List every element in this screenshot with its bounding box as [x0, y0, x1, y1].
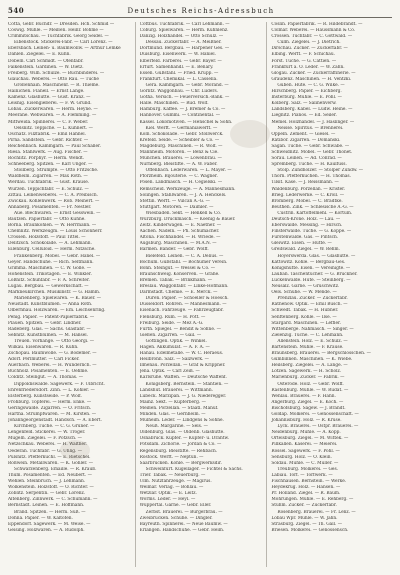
directory-entry: Oels. Schuhe. — W. Mende. — — [271, 290, 337, 296]
directory-entry: Braunsberg. Brauerei. — Bergschlösschen. — — [271, 351, 371, 357]
directory-entry: Riesa. Stahlwerk. — Aug. Fischer. — — [8, 149, 88, 155]
directory-entry: Lößnitz. Schuhfabr. — F. A. Schreiter. — [8, 277, 90, 283]
directory-entry: Mügeln. Ziegelei. — F. Pötzsch. — — [8, 436, 82, 442]
directory-entry: Grimma. Maschinen. — C. W. Golle. — — [8, 265, 92, 271]
directory-entry: Ehrenfriedersdorf. Zinn. — L. Köhler. — — [8, 387, 95, 393]
directory-entry: Marienberg. Spielwaren. — K. Bauer. — — [14, 296, 102, 302]
directory-entry: Chemnitz. Werkzeugm. — Louis Schönherr. — [8, 229, 103, 235]
directory-entry: Falkenstein. Gardinen. — W. Dietz. — [8, 64, 84, 70]
directory-entry: Wiesbaden. Sekt. — Henkell & Co. — [145, 210, 222, 216]
directory-entry: Zweibrücken. Schuhe. — Dingler. — [139, 515, 213, 521]
directory-entry: Magdeburg. Maschinen. — R. Wolf. — — [139, 143, 223, 149]
directory-entry: Penig. Papier. — Patent-Papierfabrik. — — [8, 314, 95, 320]
directory-entry: Stuttgart. Motoren. — Daimler. — — [139, 204, 214, 210]
directory-entry: Cottbus. Tuchfabrik. — Carl Lehmann. — — [139, 22, 230, 27]
directory-entry: Auerbach. Weberei. — H. Wunderlich. — — [8, 363, 97, 369]
directory-entry: Zielenzig. Tuche. — C. Lehmann. — [271, 332, 344, 338]
directory-entry: Pillkallen. Käserei. — Meierei. — [271, 442, 338, 448]
directory-entry: Olbernhau. Holzwaren. — Em. Leichsenring. — [8, 308, 106, 314]
directory-entry: Braunschweig. Konserven. — Grahe. — [139, 271, 220, 277]
directory-entry: Frohburg. Töpferei. — Herm. Enke. — — [8, 399, 92, 405]
directory-entry: Glauchau. Weberei. — Otto Rau. — Tuche — [8, 76, 99, 82]
directory-entry: Bayreuth. Spinnerei. — Neue Baumw. — — [139, 521, 228, 527]
directory-entry: Buchholz. Posamenten. — E. Oehme. — [8, 369, 89, 375]
directory-entry: Heilbronn. Salz. — Salzwerk. — — [139, 357, 209, 363]
directory-entry: Rochlitz. Porphyr. — Herm. Wendt. — [8, 156, 85, 162]
directory-entry: Elsterberg. Kunstseide. — P. Wolf. — [8, 393, 82, 399]
directory-entry: Kolberg. Salz. — Salinenverw. — [271, 101, 337, 107]
directory-entry: Osterode. Holz. — Gebr. Wolff. — [277, 381, 344, 387]
directory-entry: Stuhm. Zucker. — Zuckerfabr. — [271, 503, 337, 509]
directory-entry: Heydekrug. Holz. — Hansen. — — [271, 485, 341, 491]
directory-entry: Hoyerswerda. Glas. — Glashütte. — — [277, 253, 356, 259]
directory-entry: Zschopau. Baumwolle. — G. Bodemer. — — [8, 351, 97, 357]
directory-entry: Jena. Optik. — Carl Zeiß. — — [139, 369, 200, 375]
directory-entry: Rosenberg. Brauerei. — Fr. Lenz. — — [277, 509, 356, 515]
directory-entry: Ilmenau. Porzellan. — Gräf & Krippner. — [139, 363, 226, 369]
directory-entry: Marienburg. Zucker. — Fabrik. — — [271, 375, 345, 381]
page-number: 540 — [8, 6, 25, 15]
directory-entry: Kiel. Werft. — Germaniawerft. — — [145, 125, 218, 131]
directory-entry: Bremen. Tabak. — Brinkmann. — — [139, 277, 213, 283]
directory-entry: Altona. Fischhandel. — H. Wriede. — — [139, 235, 221, 241]
directory-entry: Remscheid. Werkzeuge. — A. Mannesmann. — [139, 186, 236, 192]
directory-entry: Coswig. Mühle. — Meißen. Heinr. Böhme — — [8, 28, 104, 34]
directory-entry: Augsburg. Maschinen. — M.A.N. — — [139, 241, 217, 247]
directory-entry: Göttingen. Optik. — Winkel. — [145, 338, 207, 344]
directory-entry: Mohrungen. Mühle. — E. Rehberg. — — [271, 497, 354, 503]
directory-entry: Würzburg. Druckmasch. — Koenig & Bauer. — [139, 217, 236, 222]
directory-entry: Colmar. Weberei. — Haussmann & Co. — [271, 28, 356, 34]
directory-entry: Frankfurt a. O. Leder. — W. Zahn. — [271, 64, 345, 70]
directory-entry: Sorau. Leinen. — Ad. Conrad. — — [271, 156, 342, 162]
directory-entry: Dessau. Zuckerfabr. — A. Meißner. — [145, 40, 222, 46]
directory-entry: Kirchberg. Tuche. — C. G. Gruner. — — [14, 424, 95, 430]
directory-entry: Bernstadt. Leinen. — E. Hoffmann. — [8, 503, 85, 509]
directory-entry: Düren. Papier. — Schoeller & Hoesch. — [145, 296, 229, 302]
directory-entry: Fürstenwalde. Gas. — Pintsch. — [271, 235, 339, 241]
directory-entry: Memel. Holzhandel. — J. Haslinger. — — [271, 119, 355, 125]
directory-entry: Erfurt. Samenhandl. — E. Benary. — [139, 64, 214, 70]
paper-stain — [230, 120, 270, 148]
directory-entry: Regensburg. Bleistifte. — Rehbach. — [139, 448, 218, 454]
directory-entry: Johanngeorgenstadt. Handsch. — A. Ebert. — [8, 418, 102, 424]
directory-entry: Prenzlau. Zucker. — Zuckerfabr. — [277, 296, 348, 302]
directory-entry: Danzig. Holzhandel. — Otto Schulz. — — [139, 34, 224, 40]
directory-entry: Wetzlar. Optik. — E. Leitz. — [139, 491, 197, 497]
directory-entry: Darmstadt. Chemie. — E. Merck. — — [139, 290, 218, 296]
directory-entry: Löbau Wpr. Mühle. — W. Jahn. — [271, 515, 338, 521]
directory-entry: Hagen. Akkumulat. — A. F. A. — — [139, 344, 210, 350]
directory-entry: Stollberg. Strümpfe. — Otto Fritzsche. — [14, 168, 99, 174]
directory-entry: Sensburg. Holz. — O. Klein. — [271, 454, 332, 460]
directory-entry: Saarbrücken. Kohle. — Bergwerksdir. — [139, 460, 222, 466]
directory-entry: Allenstein. Holz. — E. Schulz. — — [277, 338, 348, 344]
directory-entry: Hanau. Edelmetalle. — W. C. Heraeus. — [139, 351, 224, 357]
directory-entry: Hartha. Strumpfwaren. — M. Kirsten. — — [8, 412, 97, 417]
directory-entry: Bautzen. Papierfabr. — Otto Kühne. — [8, 217, 86, 222]
directory-entry: Fürth. Spiegel. — Bendit & Söhne. — — [139, 326, 221, 332]
directory-entry: Eppendorf. Sägewerk. — M. Weise. — — [8, 521, 91, 527]
directory-entry: Waldenburg. Porzellan. — Krister. — [271, 186, 346, 192]
directory-entry: Geyer. Handschuhe. — Rich. Seltmann. — [8, 259, 94, 265]
directory-entry: Greifswald. Ziegel. — W. Rehm. — [271, 247, 340, 253]
directory-entry: Ratibor. Zigarren. — Domanski. — [271, 137, 341, 143]
directory-entry: Schwarzenberg. Emaille. — R. Krauß. — [14, 466, 97, 472]
directory-entry: Königshütte. Eisen. — Vereinigte. — — [271, 265, 351, 271]
directory-entry: Gleiwitz. Eisen. — Hütte. — — [271, 241, 332, 247]
directory-entry: Strasburg. Ziegel. — Th. Gall. — — [271, 521, 342, 527]
directory-entry: Glogau. Zucker. — Zuckerraffinerie. — — [271, 70, 356, 76]
directory-entry: Hainichen. Flanell. — Ernst Lange. — [8, 89, 85, 95]
directory-entry: Rössel. Sägewerk. — F. Pohl. — — [271, 448, 340, 454]
directory-entry: Bochum. Gußstahl. — Bochumer Verein. — [139, 259, 228, 265]
directory-entry: Borna. Braunkohlen. — W. Herrmann. — — [8, 223, 97, 229]
directory-entry: Mannheim. Motoren. — Benz & Cie. — [139, 149, 219, 155]
directory-entry: Deutsch-Krone. Holz. — Lau. — — [271, 217, 341, 222]
directory-entry: Hohenstein. Trikotagen. — E. Winkler. — [8, 271, 92, 277]
directory-entry: Rathenow. Optik. — Emil Busch. — — [271, 302, 348, 308]
directory-entry: Delitzsch. Schokolade. — A. Lehmann. — [8, 241, 92, 247]
directory-entry: Crossen. Tuchfabr. — C. Gottwald. — — [271, 34, 353, 40]
header-rule — [8, 17, 392, 18]
directory-entry: Forst. Tuche. — G. Cattien. — — [271, 58, 337, 64]
directory-entry: Bartenstein. Mühle. — F. Krause. — [271, 344, 344, 350]
directory-entry: Aue. Blechwaren. — Ernst Gesswein. — — [14, 210, 101, 216]
directory-entry: Rostock. Werft. — Neptun. — — [139, 454, 204, 460]
directory-entry: Trier. Tabak. — Neuerburg. — — [139, 472, 206, 478]
directory-entry: Stettin. Werft. — Vulcan A.-G. — — [139, 198, 210, 204]
column-left — [8, 22, 130, 567]
directory-entry: Königsberg. Bernstein. — Stantien. — — [145, 381, 229, 387]
directory-entry: Aachen. Nadeln. — Ph. Schumacher. — [139, 229, 220, 235]
directory-entry: Heilsberg. Ziegelei. — A. Lange. — — [271, 363, 348, 369]
directory-entry: Luckenwalde. Hüte. — Steinberg. — — [271, 277, 351, 283]
directory-entry: Thorn. Pfefferkuchen. — H. Thomas. — [271, 174, 351, 180]
directory-entry: Erlangen. Handschuhe. — Gebr. Heim. — [139, 527, 225, 533]
directory-entry: Neidenburg. Mühle. — A. Kopp. — [271, 430, 341, 436]
directory-entry: Lugau. Bergbau. — Gewerkschaft. — — [8, 284, 89, 290]
directory-entry: Geising. Holzwaren. — A. Rudolph. — [8, 527, 85, 533]
directory-entry: Netzschkau. Weberei. — H. Walther. — [8, 442, 88, 448]
directory-entry: Pforzheim. Bijouterie. — C. Wagner. — [139, 174, 218, 180]
paper-stain — [60, 440, 90, 460]
directory-entry: Goldap. Molkerei. — Genossenschaft. — — [271, 412, 359, 417]
directory-entry: Dohna. Papier. — W. Kaltofen. — [8, 515, 73, 521]
directory-entry: Barmen. Bänder. — Gebr. Wolff. — [139, 247, 209, 253]
directory-entry: Pr. Holland. Ziegel. — R. Baum. — [271, 491, 341, 497]
directory-entry: Angerburg. Ziegel. — E. Koch. — — [271, 399, 344, 405]
directory-entry: Dahlen. Ziegelei. — E. Kühn. — [8, 52, 71, 58]
directory-entry: Zerbst. Brauerei. — Bürgerbräu. — — [145, 509, 223, 515]
directory-entry: Tilsit. Käse. — J. Reissmann. — — [271, 180, 339, 186]
directory-entry: Essen. Gußstahl. — Fried. Krupp. — — [139, 70, 219, 76]
directory-entry: Wurzen. Teppichfabr. — E. Schulz. — — [8, 186, 89, 192]
directory-entry: Finsterwalde. Tuche. — G. Koppe. — — [271, 229, 352, 235]
directory-entry: Elbing. Werft. — F. Schichau. — [271, 52, 336, 58]
directory-entry: Gera. Kammgarn. — Gebr. Morand. — — [145, 82, 229, 88]
directory-entry: Oldenburg. Glas. — Oldenb. Glashütte. — [139, 430, 225, 436]
directory-entry: Gumbinnen. Maschinen. — K. Wiebe. — [271, 357, 353, 363]
directory-entry: Radeberg. Glas. — Sächs. Glasfabr. — — [8, 326, 91, 332]
directory-entry: München. Brauerei. — Löwenbräu. — — [139, 156, 222, 162]
directory-entry: Elberfeld. Färberei. — Gebr. Bayer. — — [139, 58, 222, 64]
directory-entry: Hannover. Gummi. — Continental. — — [139, 113, 221, 119]
directory-entry: Lyck. Brauerei. — Ostpr. Brauerei. — — [277, 424, 359, 430]
directory-entry: Liegnitz. Pianos. — Ed. Seiler. — [271, 113, 337, 119]
directory-entry: Posen. Landmasch. — H. Cegielski. — — [139, 180, 223, 186]
directory-entry: Treuen. Vorhänge. — Otto Georgi. — — [14, 338, 95, 344]
directory-entry: Wehlen. Steinbruch. — J. Lehmann. — [8, 479, 86, 485]
directory-entry: Sebnitz. Kunstblumen. — M. Hänsel. — [8, 332, 89, 338]
directory-entry: Neusalz. Garne. — Gruschwitz. — [271, 284, 340, 290]
directory-entry: Weimar. Verlag. — Böhlau. — — [139, 485, 204, 491]
directory-entry: Frankenberg. Möbel. — Gebr. Hänel. — — [14, 253, 101, 259]
directory-entry: Zeitz. Kinderwagen. — E. Naether. — — [139, 223, 222, 229]
directory-entry: Crimmitschau. — Tuchfabrik. Georg Seidel. — — [8, 34, 109, 40]
directory-entry: Ulm. Nutzfahrzeuge. — Magirus. — [139, 479, 212, 485]
directory-entry: Dirschau. Zucker. — Zuckerfabr. — — [271, 46, 348, 52]
directory-entry: Oppeln. Zement. — Giesel. — — [271, 131, 336, 137]
directory-entry: Graudenz. Maschinen. — H. Ventzki. — [271, 76, 352, 82]
directory-entry: Schweidnitz. Möbel. — Gebr. Thonet. — [271, 149, 353, 155]
directory-entry: Hamburg. Kaffee. — J. Bremer & Co. — — [139, 107, 226, 113]
directory-entry: Bromberg. Möbel. — C. Bradtke. — [271, 198, 343, 204]
directory-entry: Guben. Hüte. — C. G. Wilke. — — [277, 82, 345, 88]
directory-entry: Wittenberge. Nähmasch. — Singer. — — [271, 326, 354, 332]
directory-entry: Roßwein. Metallwaren. — K. Göhler. — — [8, 460, 94, 466]
directory-entry: Hirschberg. Papier. — Eichberg. — [271, 89, 342, 95]
directory-entry: Osnabrück. Kupfer. — Kupfer- u. Drahtw. — [139, 436, 230, 442]
directory-entry: Johannisburg. Holz. — R. Kruse. — [271, 418, 342, 424]
directory-entry: Mittweida. Spinnerei. — C. F. Weber. — [8, 119, 89, 125]
directory-entry: Kattowitz. Kohle. — Bergbau-Ges. — [271, 259, 346, 265]
directory-entry: Pirna. Sandstein. — Gebr. Richter. — — [8, 137, 89, 143]
directory-entry: Markneukirchen. Musikinstr. — G. Hamm. — [8, 290, 101, 296]
page-header — [8, 6, 392, 16]
directory-entry: Frankfurt. Chemikal. — L. Cassella. — [139, 76, 218, 82]
directory-entry: Döbeln. Carl Schmidt. — Ofenfabr. — [8, 58, 84, 64]
directory-entry: Thum. Posamenten. — Ed. Neubert. — — [8, 472, 92, 478]
directory-entry: Bielefeld. Leinen. — C. A. Delius. — — [145, 253, 224, 259]
directory-entry: Bonn. Steingut. — Wessel & Co. — — [139, 265, 215, 271]
directory-entry: Meißen. Porzellan. — Staatl. Manuf. — [139, 405, 219, 411]
directory-entry: Brieg. Lederwerke. — C. Kroll. — — [271, 192, 345, 198]
directory-entry: Cotta, Gebr. Buchdr. — Dresden. Hch. Schmid — — [8, 22, 115, 27]
directory-entry: Plauen. Spitzen. — Gebr. Lindner. — [8, 320, 82, 326]
directory-entry: Schwedt. Tabak. — H. Hübner. — [271, 308, 339, 314]
directory-entry: Mülheim. Leder. — Lindgens & Söhne. — [139, 418, 224, 424]
directory-entry: Breslau. Waggonfabr. — Linke-Hofmann. — [139, 284, 229, 290]
directory-entry: Treuburg. Molkerei. — Ges. — [277, 466, 339, 472]
directory-entry: Landsberg. Kabel. — Ludw. Heine. — — [271, 107, 353, 113]
directory-entry: Oelsnitz. Teppiche. — L. Kühnert. — — [14, 125, 93, 131]
directory-entry: Wehlau. Brauerei. — F. Hahn. — [271, 393, 336, 399]
directory-entry: Meerane. Webwaren. — A. Flemming. — — [8, 113, 97, 119]
directory-entry: Zwickau. Kohlenwerk. — Rob. Meinert. — — [8, 198, 100, 204]
directory-entry: Coburg. Spielwaren. — Herm. Kühnlenz. — [139, 28, 229, 34]
directory-entry: Lauban. Taschentücher. — G. Brückner. — [271, 271, 358, 277]
directory-entry: Karlsruhe. Waffen. — Deutsche Waffenf. — [139, 375, 227, 381]
directory-entry: Minden. Glas. — Gernheim. — — [139, 412, 206, 417]
directory-entry: Freiburg. Seide. — Mez A.-G. — [139, 320, 204, 326]
directory-entry: Colditz. Steingut. — A. Thomas. — — [8, 375, 84, 381]
directory-entry: Culm. Ziegelei. — J. Dietrich. — [277, 40, 341, 46]
directory-entry: Landshut. Brauerei. — Wittmann. — [139, 387, 213, 393]
directory-entry: Lötzen. Sägewerk. — H. Scholz. — [271, 369, 342, 375]
directory-entry: Zöblitz. Serpentin. — Gebr. Lorenz. — [8, 491, 86, 497]
directory-entry: Lengenfeld. Stickerei. — W. Tröger. — [8, 430, 86, 436]
directory-entry: Reichenbach. Kammgarn. — Paul Schaller. — [8, 143, 101, 149]
directory-entry: Flensburg. Rum. — H. Pott. — — [139, 314, 206, 320]
directory-entry: Gießen. Zigarren. — Gail. — — [139, 332, 202, 338]
directory-entry: Altenberg. Zinnwerk. — C. Schumann. — — [8, 497, 98, 503]
directory-entry: Dortmund. Bergbau. — Harpener Ges. — — [139, 46, 230, 52]
directory-entry: Rastenburg. Mühle. — W. Rudat. — — [271, 387, 349, 393]
directory-entry: Lübeck. Marzipan. — J. G. Niederegger. — [139, 393, 227, 399]
directory-entry: Oederan. Tuchfabr. — G. Uhlig. — — [8, 448, 83, 454]
column-middle — [135, 22, 262, 567]
directory-entry: Stargard. Maschinen. — Leffler. — [271, 320, 341, 326]
directory-entry: Fischhausen. Bernstein. — Werke. — [271, 479, 347, 485]
directory-entry: Eibenstock. Stickerei-Fabr. — Carl Lorenz. — — [14, 40, 113, 46]
directory-entry: Briesen. Molkerei. — Genossensch. — [271, 527, 349, 533]
directory-entry: Halle. Maschinen. — Rud. Wolf. — [139, 101, 209, 107]
directory-entry: Ebersbach. Leinen- u. Baumwollw. — Arthur Lemke — [8, 46, 121, 52]
directory-entry: Wolkenstein. Holzstoff. — O. Richter. — — [8, 485, 94, 491]
directory-entry: Spremberg. Tuche. — H. Kaulfuss. — [271, 162, 347, 168]
directory-entry: Offenbach. Lederwaren. — L. Mayer. — — [145, 168, 232, 174]
directory-entry: Cöslin. Papierfabrik. — R. Hildebrandt. — — [271, 22, 363, 27]
directory-entry: Kassel. Lokomotiven. — Henschel & Sohn. — [139, 119, 233, 125]
directory-entry: Cüstrin. Kartoffelmehl. — Kortüm. — [277, 210, 353, 216]
directory-entry: Eberswalde. Messing. — Hirsch. — [271, 223, 343, 229]
directory-entry: Görlitz. Waggonbau. — Chr. Lüders. — [139, 89, 219, 95]
directory-entry: Crossen. Holzstoff. — Paul Tittel. — — [8, 235, 86, 241]
directory-entry: Adorf. Perlmutter. — Carl Ficker. — [8, 357, 80, 363]
directory-entry: Zittau. Leinenweberei. — C. A. Preibisch. — [8, 192, 99, 198]
directory-entry: Wuppertal. Garne. — Gebr. Eller. — [139, 503, 212, 509]
directory-entry: Mainz. Sekt. — Kupferberg. — — [139, 399, 206, 405]
directory-entry: Nürnberg. Bleistifte. — A. W. Faber. — [139, 162, 218, 168]
directory-entry: Kamenz. Glashütte. — Gust. Kranz. — — [8, 95, 91, 101]
directory-entry: Neisse. Spiritus. — Brennerei. — [277, 125, 344, 131]
directory-entry: Ortelsburg. Ziegel. — M. Wittek. — — [271, 436, 349, 442]
column-right — [266, 22, 393, 567]
directory-entry: Duisburg. Eisenwerk. — W. Haniel. — [139, 52, 216, 58]
directory-entry: Geringswalde. Zigarren. — O. Fritsch. — [8, 405, 92, 411]
directory-entry: Eisenach. Fahrzeuge. — Fahrzeugfabr. — [139, 308, 224, 314]
directory-entry: Soldau. Mühle. — C. Müller. — — [271, 460, 339, 466]
text-columns — [8, 22, 393, 567]
directory-entry: Gotha. Versich. — Feuerversich.-Bank. — — [139, 95, 230, 101]
directory-entry: Insterburg. Mühle. — E. Pohl. — — [271, 95, 342, 101]
directory-entry: Senftenberg. Kohle. — Ilse. — — [271, 314, 337, 320]
directory-entry: Wilkau. Eisenwaren. — R. Kühn. — [8, 344, 79, 350]
directory-entry: Schneeberg. Spitzen. — Karl Unger. — — [8, 162, 93, 168]
directory-entry: Leisnig. Eisengießerei. — F. W. Grund. — [8, 101, 92, 107]
directory-entry: Annaberg. Posamenten. — Fr. Nestler. — [8, 204, 92, 210]
directory-entry: Stolp. Zündhölzer. — Stolper Zündw. — — [277, 168, 364, 174]
directory-entry: Potsdam. Zichorie. — Jordan & Co. — — [139, 442, 222, 448]
directory-entry: Solingen. Stahlwaren. — J. A. Henckels. — [139, 192, 227, 198]
directory-entry: Worms. Leder. — Heyl. — — [139, 497, 196, 503]
directory-entry: Freiberg. Wilh. Schulze. — Buchbinderei. — — [8, 70, 105, 76]
directory-entry: Schweinfurt. Kugellager. — Fichtel & Sachs. — [145, 466, 243, 472]
directory-entry: Sagan. Tuche. — Gebr. Schwabe. — — [271, 143, 350, 149]
directory-entry: Beuthen. Zink. — Schlesische A.-G. — — [271, 204, 354, 210]
directory-entry: Krefeld. Seide. — Scheibler & Co. — — [139, 137, 220, 143]
directory-entry: Bischofsburg. Sägew. — J. Brandt. — [271, 405, 346, 411]
directory-entry: Düsseldorf. Röhren. — Mannesmann. — — [139, 302, 227, 308]
directory-entry: Großenhain. Maschinenf. — R. Thieme. — [14, 82, 100, 88]
directory-entry: Brand. Spitzen. — Herm. Süß. — — [14, 509, 86, 515]
running-title: Deutsches Reichs-Adressbuch — [127, 7, 275, 15]
directory-entry: Oschatz. Filzfabrik. — Emil Hähnel. — [8, 131, 86, 137]
directory-entry: Dippoldiswalde. Sägewerk. — F. Ulbricht. — [14, 381, 105, 387]
directory-entry: Werdau. Tuchfabrik. — Gust. Krause. — [8, 180, 90, 186]
directory-entry: Neuß. Margarine. — Sels. — — [145, 424, 208, 430]
directory-entry: Löbau. Zuckerwaren. — Herm. Heyne. — — [8, 107, 98, 113]
directory-entry: Neustadt. Kunstblumen. — Anna Roth. — [8, 302, 93, 308]
directory-entry: Eilenburg. Celluloid. — Herm. Nitzsche. — [8, 247, 96, 253]
directory-entry: Pulsnitz. Pfefferküchl. — E. Rietschel. — [8, 454, 91, 460]
directory-entry: Labiau. Torf. — Torfwerk. — — [271, 472, 333, 478]
directory-entry: Waldheim. Zigarren. — Max Roth. — — [8, 174, 88, 180]
directory-entry: Köln. Schokolade. — Gebr. Stollwerck. — [139, 131, 224, 137]
